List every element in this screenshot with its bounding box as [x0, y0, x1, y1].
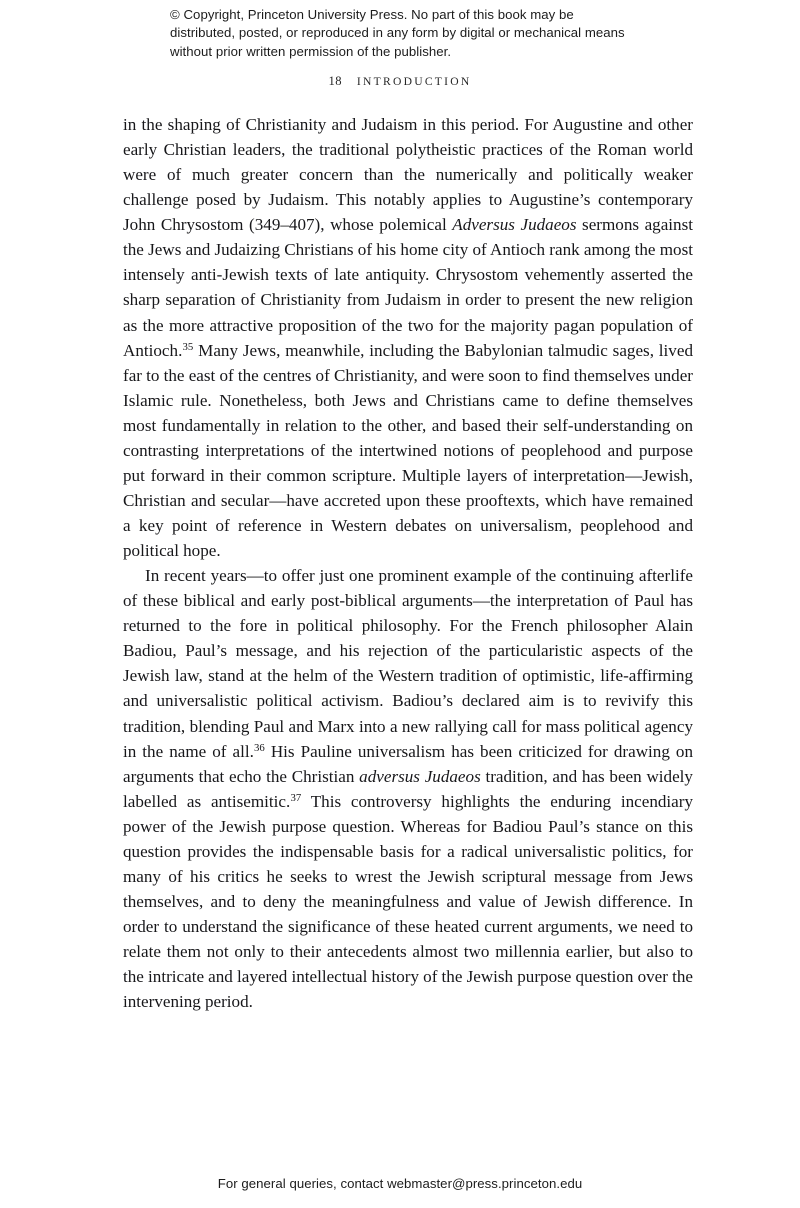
paragraph-1-segment-2: sermons against the Jews and Judaizing Christians of his home city of Antioch rank among the most intensely anti-Jewish texts of late antiquity. Chrysostom vehemently asserted the sharp separation of Christianity from Judaism in order to present the new religion as the more attractive proposition of the two for the majority pagan population of Antioch. — [123, 215, 693, 360]
paragraph-1 — [123, 112, 693, 563]
paragraph-1-segment-3: Many Jews, meanwhile, including the Babylonian talmudic sages, lived far to the east of the centres of Christianity, and were soon to find themselves under Islamic rule. Nonetheless, both Jews and Christians came to define themselves most fundamentally in relation to the other, and based their self-understanding on contrasting interpretations of the intertwined notions of peoplehood and purpose put forward in their common scripture. Multiple layers of interpretation—Jewish, Christian and secular—have accreted upon these prooftexts, which have remained a key point of reference in Western debates on universalism, peoplehood and political hope. — [123, 340, 693, 561]
footnote-marker-37[interactable]: 37 — [290, 792, 302, 805]
paragraph-2-segment-1: In recent years—to offer just one prominent example of the continuing afterlife of these biblical and early post-biblical arguments—the interpretation of Paul has returned to the fore in political philosophy. For the French philosopher Alain Badiou, Paul’s message, and his rejection of the particularistic aspects of the Jewish law, stand at the helm of the Western tradition of optimistic, life-affirming and universalistic political activism. Badiou’s declared aim is to revivify this tradition, blending Paul and Marx into a new rallying call for mass political agency in the name of all. — [123, 566, 693, 761]
page-number: 18 — [328, 74, 342, 88]
footer-contact-notice: For general queries, contact webmaster@press.princeton.edu — [217, 1176, 583, 1191]
paragraph-2-segment-4: This controversy highlights the enduring incendiary power of the Jewish purpose question. Whereas for Badiou Paul’s stance on this question provides the indispensable basis for a radical universalistic politics, for many of his critics he seeks to wrest the Jewish scriptural message from Jews themselves, and to deny the meaningfulness and value of Jewish difference. In order to understand the significance of these heated current arguments, we need to relate them not only to their antecedents almost two millennia earlier, but also to the intricate and layered intellectual history of the Jewish purpose question over the intervening period. — [123, 791, 694, 1012]
paragraph-2 — [123, 563, 693, 1014]
body-text-block — [123, 112, 693, 1014]
running-head — [0, 74, 800, 89]
paragraph-1-segment-1: in the shaping of Christianity and Judaism in this period. For Augustine and other early Christian leaders, the traditional polytheistic practices of the Roman world were of much greater concern than the numerically and politically weaker challenge posed by Judaism. This notably applies to Augustine’s contemporary John Chrysostom (349–407), whose polemical — [123, 115, 693, 235]
paragraph-2-segment-2: His Pauline universalism has been criticized for drawing on arguments that echo the Christian — [123, 741, 693, 786]
paragraph-2-segment-3: tradition, and has been widely labelled as antisemitic. — [123, 766, 693, 811]
paragraph-2-italic-adversus-judaeos: adversus Judaeos — [359, 766, 481, 786]
footnote-marker-36[interactable]: 36 — [254, 741, 265, 754]
footnote-marker-35[interactable]: 35 — [182, 340, 194, 353]
copyright-notice: © Copyright, Princeton University Press. No part of this book may be distributed, posted, or reproduced in any form by digital or mechanical means without prior written permission of the publisher. — [170, 7, 625, 59]
paragraph-1-italic-adversus-judaeos: Adversus Judaeos — [452, 215, 577, 235]
running-head-title: INTRODUCTION — [356, 75, 472, 88]
